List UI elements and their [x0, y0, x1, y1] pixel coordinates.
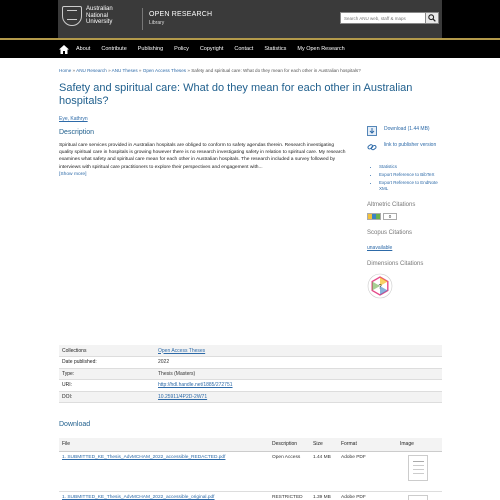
table-header-row — [59, 438, 442, 451]
metadata-table — [59, 345, 442, 403]
column-header-size: Size — [310, 438, 338, 451]
file-link[interactable]: 1. SUBMITTED_KE_Thesis_AdvMCHAM_2022_accessible_REDACTED.pdf — [62, 454, 226, 460]
metadata-value: 2022 — [155, 357, 442, 369]
download-heading: Download — [59, 421, 91, 428]
export-endnote-link[interactable]: • Export Reference to EndNote XML — [379, 180, 442, 192]
description-body: Spiritual care services provided in Australian hospitals are obliged to conform to safety agendas therein. Research investigating quality spiritual care in hospitals is growing however there is no research investigating safety in relation to spiritual care. My research examines what safety and spiritual care mean for each other in Australian hospitals. The research included a survey followed by interviews with spiritual care practitioners to explore their perspectives and engagement with... — [59, 143, 346, 170]
search-form — [340, 12, 439, 24]
page-title: Safety and spiritual care: What do they mean for each other in Australian hospitals? — [59, 82, 413, 107]
metadata-value — [155, 380, 442, 392]
metadata-key: URI: — [59, 380, 155, 392]
sidebar-links — [379, 164, 442, 192]
table-row — [59, 380, 442, 392]
metadata-value — [155, 391, 442, 403]
breadcrumb-separator: » — [138, 68, 142, 73]
anu-crest-icon — [62, 6, 82, 26]
publisher-label: link to publisher version — [384, 142, 437, 148]
breadcrumb-separator: » — [108, 68, 111, 73]
nav-item-copyright[interactable]: Copyright — [199, 46, 224, 52]
column-header-image: Image — [397, 438, 442, 451]
table-row — [59, 391, 442, 403]
format-cell: Adobe PDF — [338, 451, 397, 491]
column-header-file: File — [59, 438, 269, 451]
nav-item-contribute[interactable]: Contribute — [101, 46, 127, 52]
breadcrumb-open-access-theses[interactable]: Open Access Theses — [142, 68, 187, 73]
library-subtitle: Library — [149, 20, 165, 26]
description-cell: Open Access — [269, 451, 310, 491]
nav-item-statistics[interactable]: Statistics — [264, 46, 287, 52]
scopus-link[interactable]: unavailable — [367, 245, 393, 251]
description-heading: Description — [59, 129, 95, 136]
scopus-heading: Scopus Citations — [367, 230, 413, 236]
description-text — [59, 142, 349, 178]
metadata-value — [155, 345, 442, 357]
size-cell: 1.44 MB — [310, 451, 338, 491]
breadcrumb-separator: » — [187, 68, 190, 73]
breadcrumb — [59, 68, 361, 73]
sidebar — [367, 126, 442, 301]
file-cell — [59, 451, 269, 491]
logo-wordmark — [86, 6, 113, 26]
author-link[interactable]: Eye, Kathryn — [59, 116, 88, 122]
download-icon — [367, 126, 377, 136]
home-icon[interactable] — [58, 43, 70, 55]
nav-item-policy[interactable]: Policy — [174, 46, 189, 52]
home-icon-svg — [59, 45, 69, 54]
table-row — [59, 368, 442, 380]
chain-link-icon — [367, 142, 377, 152]
nav-item-my-open-research[interactable]: My Open Research — [297, 46, 345, 52]
doi-link[interactable]: 10.25911/4P2D-2W71 — [158, 393, 208, 400]
table-row — [59, 491, 442, 500]
anu-logo[interactable] — [62, 6, 113, 26]
nav-item-publishing[interactable]: Publishing — [137, 46, 164, 52]
altmetric-badge[interactable] — [367, 213, 442, 220]
format-cell: Adobe PDF — [338, 491, 397, 500]
publisher-link[interactable] — [367, 142, 442, 152]
site-header-inner — [58, 0, 442, 38]
collection-link[interactable]: Open Access Theses — [158, 347, 206, 354]
file-link[interactable]: 1. SUBMITTED_KE_Thesis_AdvMCHAM_2022_accessible_original.pdf — [62, 494, 215, 500]
metadata-key: Date published: — [59, 357, 155, 369]
altmetric-heading: Altmetric Citations — [367, 202, 416, 208]
site-header — [0, 0, 500, 38]
image-cell — [397, 451, 442, 491]
logo-line: Australian — [86, 6, 113, 13]
svg-text:?: ? — [378, 284, 382, 291]
column-header-description: Description — [269, 438, 310, 451]
search-input[interactable] — [340, 12, 426, 24]
description-cell: RESTRICTED — [269, 491, 310, 500]
uri-link[interactable]: http://hdl.handle.net/1885/272751 — [158, 382, 233, 389]
search-button[interactable] — [426, 12, 439, 24]
altmetric-count: 0 — [383, 213, 397, 220]
nav-item-about[interactable]: About — [76, 46, 91, 52]
table-row — [59, 357, 442, 369]
nav-item-contact[interactable]: Contact — [234, 46, 254, 52]
library-title[interactable]: OPEN RESEARCH — [149, 11, 213, 18]
breadcrumb-anu-research[interactable]: ANU Research — [76, 68, 107, 73]
search-icon — [428, 14, 436, 22]
table-row — [59, 345, 442, 357]
main-nav-inner — [58, 40, 442, 58]
dimensions-heading: Dimensions Citations — [367, 261, 424, 267]
main-nav — [0, 40, 500, 58]
breadcrumb-home[interactable]: Home — [59, 68, 72, 73]
metadata-key: DOI: — [59, 391, 155, 403]
breadcrumb-current: Safety and spiritual care: What do they mean for each other in Australian hospitals? — [191, 68, 361, 73]
logo-line: National — [86, 12, 109, 19]
download-label: Download (1.44 MB) — [384, 126, 430, 132]
table-row — [59, 451, 442, 491]
statistics-link[interactable]: • Statistics — [379, 164, 442, 170]
files-table — [59, 438, 442, 500]
size-cell: 1.39 MB — [310, 491, 338, 500]
export-bibtex-link[interactable]: • Export Reference to BibTeX — [379, 172, 442, 178]
breadcrumb-anu-theses[interactable]: ANU Theses — [111, 68, 138, 73]
metadata-value: Thesis (Masters) — [155, 368, 442, 380]
show-more-link[interactable]: [Show more] — [59, 171, 87, 177]
logo-line: University — [86, 19, 113, 26]
breadcrumb-separator: » — [72, 68, 76, 73]
altmetric-donut-icon — [367, 213, 381, 220]
download-link[interactable] — [367, 126, 442, 136]
file-cell — [59, 491, 269, 500]
pdf-thumbnail[interactable] — [408, 455, 428, 481]
image-cell — [397, 491, 442, 500]
metadata-key: Type: — [59, 368, 155, 380]
pdf-thumbnail[interactable] — [408, 495, 428, 500]
dimensions-badge-icon[interactable] — [367, 273, 393, 299]
metadata-key: Collections — [59, 345, 155, 357]
header-divider — [142, 8, 143, 30]
column-header-format: Format — [338, 438, 397, 451]
